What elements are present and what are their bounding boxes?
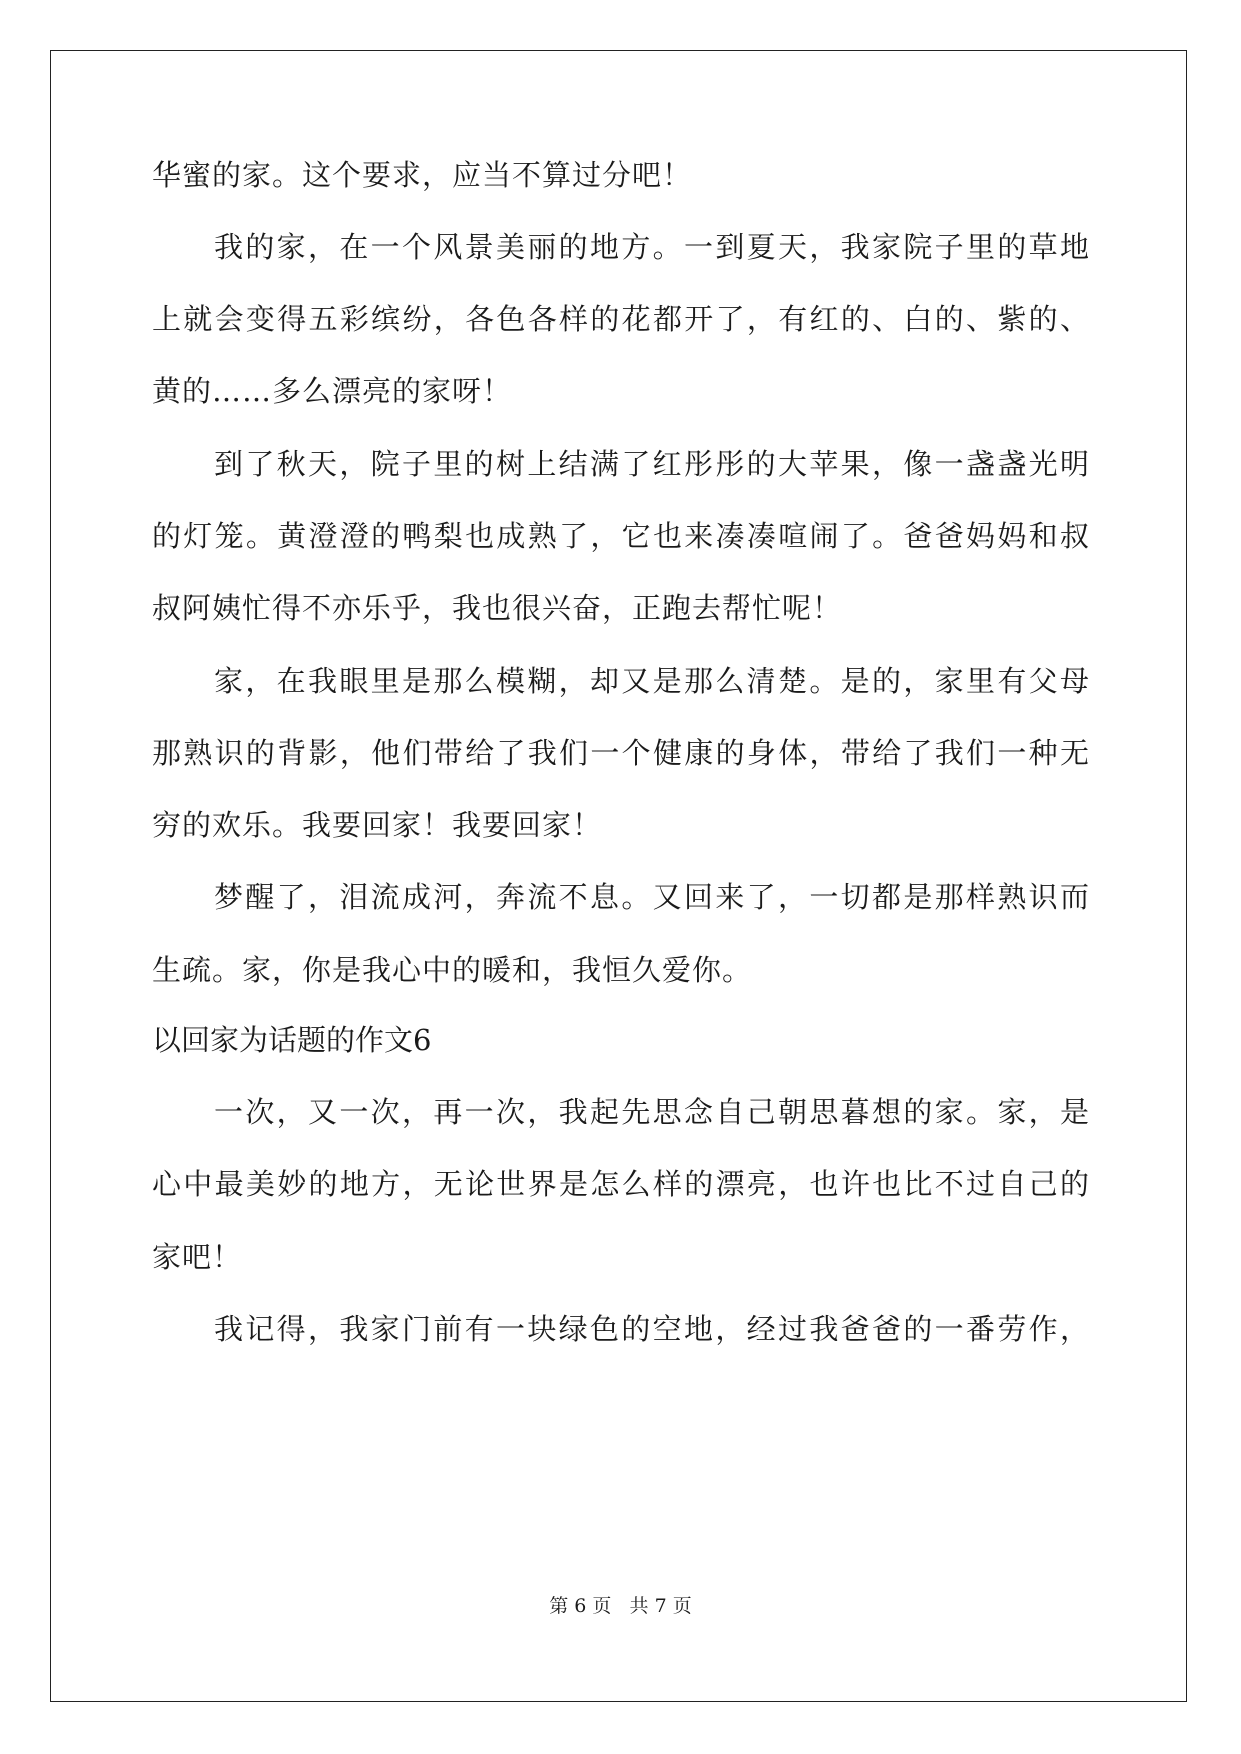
text-line: 梦醒了，泪流成河，奔流不息。又回来了，一切都是那样熟识而 bbox=[214, 880, 1090, 914]
text-line: 生疏。家，你是我心中的暖和，我恒久爱你。 bbox=[152, 953, 753, 987]
text-line: 家，在我眼里是那么模糊，却又是那么清楚。是的，家里有父母 bbox=[214, 664, 1090, 698]
text-line: 家吧！ bbox=[152, 1240, 243, 1274]
text-line: 上就会变得五彩缤纷，各色各样的花都开了，有红的、白的、紫的、 bbox=[152, 302, 1090, 336]
section-heading: 以回家为话题的作文6 bbox=[152, 1023, 432, 1057]
page-border bbox=[50, 50, 1187, 1702]
text-line: 我的家，在一个风景美丽的地方。一到夏天，我家院子里的草地 bbox=[214, 230, 1090, 264]
text-line: 我记得，我家门前有一块绿色的空地，经过我爸爸的一番劳作， bbox=[214, 1312, 1090, 1346]
text-line: 黄的……多么漂亮的家呀！ bbox=[152, 374, 513, 408]
text-line: 叔阿姨忙得不亦乐乎，我也很兴奋，正跑去帮忙呢！ bbox=[152, 591, 843, 625]
text-line: 华蜜的家。这个要求，应当不算过分吧！ bbox=[152, 158, 693, 192]
text-line: 那熟识的背影，他们带给了我们一个健康的身体，带给了我们一种无 bbox=[152, 736, 1090, 770]
text-line: 穷的欢乐。我要回家！我要回家！ bbox=[152, 808, 603, 842]
text-line: 心中最美妙的地方，无论世界是怎么样的漂亮，也许也比不过自己的 bbox=[152, 1167, 1090, 1201]
text-line: 到了秋天，院子里的树上结满了红彤彤的大苹果，像一盏盏光明 bbox=[214, 447, 1090, 481]
page-number-footer: 第 6 页 共 7 页 bbox=[549, 1595, 692, 1617]
text-line: 一次，又一次，再一次，我起先思念自己朝思暮想的家。家，是 bbox=[214, 1095, 1090, 1129]
text-line: 的灯笼。黄澄澄的鸭梨也成熟了，它也来凑凑喧闹了。爸爸妈妈和叔 bbox=[152, 519, 1090, 553]
